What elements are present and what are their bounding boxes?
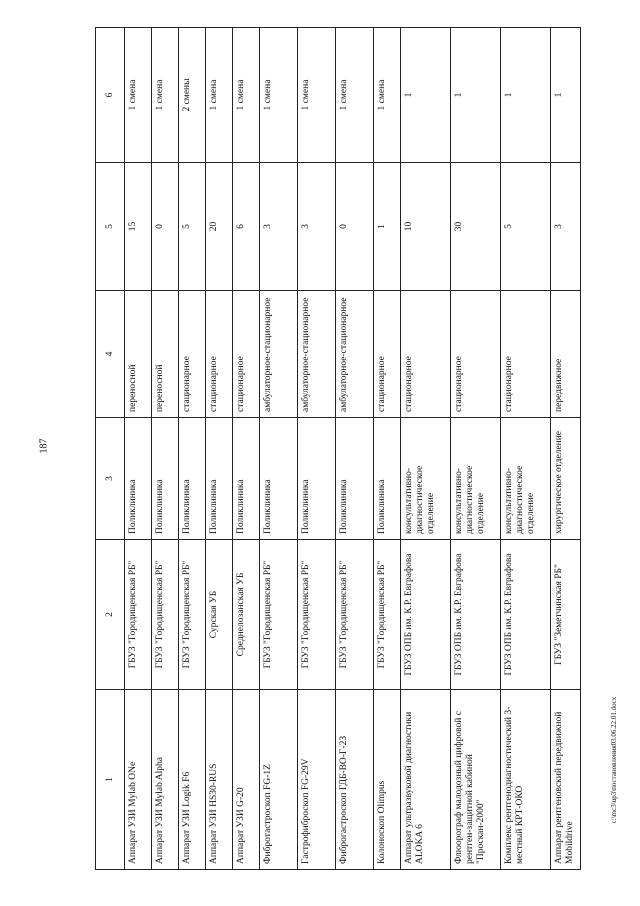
equipment-type-cell: амбулаторное-стационарное — [298, 291, 336, 418]
institution-cell: ГБУЗ ОПБ им. К.Р. Евграфова — [401, 540, 451, 690]
quantity-cell: 3 — [551, 163, 581, 291]
table-row — [260, 28, 298, 870]
table-row — [374, 28, 401, 870]
shift-cell: 1 смена — [374, 28, 401, 163]
institution-cell: ГБУЗ ОПБ им. К.Р. Евграфова — [501, 540, 551, 690]
shift-cell: 1 смена — [260, 28, 298, 163]
quantity-cell: 3 — [298, 163, 336, 291]
table-row — [298, 28, 336, 870]
equipment-type-cell: стационарное — [206, 291, 233, 418]
institution-cell: ГБУЗ "Городищенская РБ" — [260, 540, 298, 690]
department-cell: Поликлиника — [125, 418, 152, 540]
department-cell: Поликлиника — [260, 418, 298, 540]
shift-cell: 1 смена — [233, 28, 260, 163]
department-cell: Поликлиника — [374, 418, 401, 540]
shift-cell: 1 смена — [152, 28, 179, 163]
equipment-type-cell: стационарное — [501, 291, 551, 418]
quantity-cell: 1 — [374, 163, 401, 291]
equipment-type-cell: стационарное — [374, 291, 401, 418]
equipment-type-cell: стационарное — [451, 291, 501, 418]
table-row — [152, 28, 179, 870]
equipment-name-cell: Флюорограф малодозный цифровой с рентген-защитной кабиной "Проскан-2000" — [451, 690, 501, 870]
institution-cell: Среднелозанская УБ — [233, 540, 260, 690]
equipment-type-cell: переносной — [125, 291, 152, 418]
department-cell: хирургическое отделение — [551, 418, 581, 540]
shift-cell: 1 смена — [206, 28, 233, 163]
header-cell: 4 — [96, 291, 125, 418]
quantity-cell: 6 — [233, 163, 260, 291]
department-cell: Поликлиника — [206, 418, 233, 540]
equipment-type-cell: амбулаторное-стационарное — [260, 291, 298, 418]
header-cell: 1 — [96, 690, 125, 870]
quantity-cell: 0 — [152, 163, 179, 291]
equipment-type-cell: передвижное — [551, 291, 581, 418]
shift-cell: 2 смены — [179, 28, 206, 163]
shift-cell: 1 смена — [336, 28, 374, 163]
equipment-table — [95, 27, 581, 870]
shift-cell: 1 — [451, 28, 501, 163]
equipment-name-cell: Фиброгастроскоп ГДБ-ВО-Г-23 — [336, 690, 374, 870]
header-cell: 5 — [96, 163, 125, 291]
department-cell: консультативно-диагностическое отделение — [401, 418, 451, 540]
equipment-type-cell: переносной — [152, 291, 179, 418]
equipment-name-cell: Колоноскоп Olimpus — [374, 690, 401, 870]
shift-cell: 1 — [401, 28, 451, 163]
equipment-name-cell: Комплекс рентгенодиагностический 3-местный КРТ-ОКО — [501, 690, 551, 870]
department-cell: Поликлиника — [179, 418, 206, 540]
equipment-name-cell: Аппарат УЗИ G-20 — [233, 690, 260, 870]
quantity-cell: 3 — [260, 163, 298, 291]
department-cell: Поликлиника — [298, 418, 336, 540]
equipment-name-cell: Аппарат УЗИ Mylab Alpha — [152, 690, 179, 870]
quantity-cell: 30 — [451, 163, 501, 291]
department-cell: Поликлиника — [152, 418, 179, 540]
rotated-page-content — [95, 28, 575, 870]
equipment-table-frame — [95, 28, 575, 870]
quantity-cell: 10 — [401, 163, 451, 291]
institution-cell: ГБУЗ "Земетчинская РБ" — [551, 540, 581, 690]
equipment-name-cell: Аппарат УЗИ Mylab ONe — [125, 690, 152, 870]
institution-cell: Сурская УБ — [206, 540, 233, 690]
quantity-cell: 0 — [336, 163, 374, 291]
quantity-cell: 15 — [125, 163, 152, 291]
table-row — [206, 28, 233, 870]
department-cell: Поликлиника — [233, 418, 260, 540]
equipment-name-cell: Гастрофиброскоп FG-29V — [298, 690, 336, 870]
quantity-cell: 20 — [206, 163, 233, 291]
department-cell: консультативно-диагностическое отделение — [451, 418, 501, 540]
table-row — [551, 28, 581, 870]
table-row — [125, 28, 152, 870]
shift-cell: 1 — [551, 28, 581, 163]
equipment-name-cell: Аппарат ультразвуковой диагностики ALOKA 6 — [401, 690, 451, 870]
table-row — [401, 28, 451, 870]
equipment-name-cell: Аппарат рентгеновский передвижной Mobildrive — [551, 690, 581, 870]
institution-cell: ГБУЗ "Городищенская РБ" — [152, 540, 179, 690]
equipment-type-cell: стационарное — [233, 291, 260, 418]
department-cell: консультативно-диагностическое отделение — [501, 418, 551, 540]
equipment-type-cell: стационарное — [401, 291, 451, 418]
table-row — [336, 28, 374, 870]
shift-cell: 1 — [501, 28, 551, 163]
institution-cell: ГБУЗ ОПБ им. К.Р. Евграфова — [451, 540, 501, 690]
equipment-name-cell: Фибротастроскоп FG-1Z — [260, 690, 298, 870]
header-cell: 6 — [96, 28, 125, 163]
table-row — [451, 28, 501, 870]
table-row — [233, 28, 260, 870]
institution-cell: ГБУЗ "Городищенская РБ" — [374, 540, 401, 690]
equipment-name-cell: Аппарат УЗИ Logik F6 — [179, 690, 206, 870]
table-row — [179, 28, 206, 870]
shift-cell: 1 смена — [125, 28, 152, 163]
header-cell: 2 — [96, 540, 125, 690]
table-row — [501, 28, 551, 870]
header-row — [96, 28, 125, 870]
institution-cell: ГБУЗ "Городищенская РБ" — [298, 540, 336, 690]
equipment-type-cell: амбулаторное-стационарное — [336, 291, 374, 418]
quantity-cell: 5 — [179, 163, 206, 291]
institution-cell: ГБУЗ "Городищенская РБ" — [336, 540, 374, 690]
equipment-name-cell: Аппарат УЗИ HS30-RUS — [206, 690, 233, 870]
file-path-footer: c:\mc3\up3\постановления03.06.22.01.docx — [610, 696, 618, 824]
shift-cell: 1 смена — [298, 28, 336, 163]
equipment-type-cell: стационарное — [179, 291, 206, 418]
header-cell: 3 — [96, 418, 125, 540]
quantity-cell: 5 — [501, 163, 551, 291]
page-number: 187 — [38, 438, 50, 454]
institution-cell: ГБУЗ "Городищенская РБ" — [179, 540, 206, 690]
institution-cell: ГБУЗ "Городищенская РБ" — [125, 540, 152, 690]
department-cell: Поликлиника — [336, 418, 374, 540]
